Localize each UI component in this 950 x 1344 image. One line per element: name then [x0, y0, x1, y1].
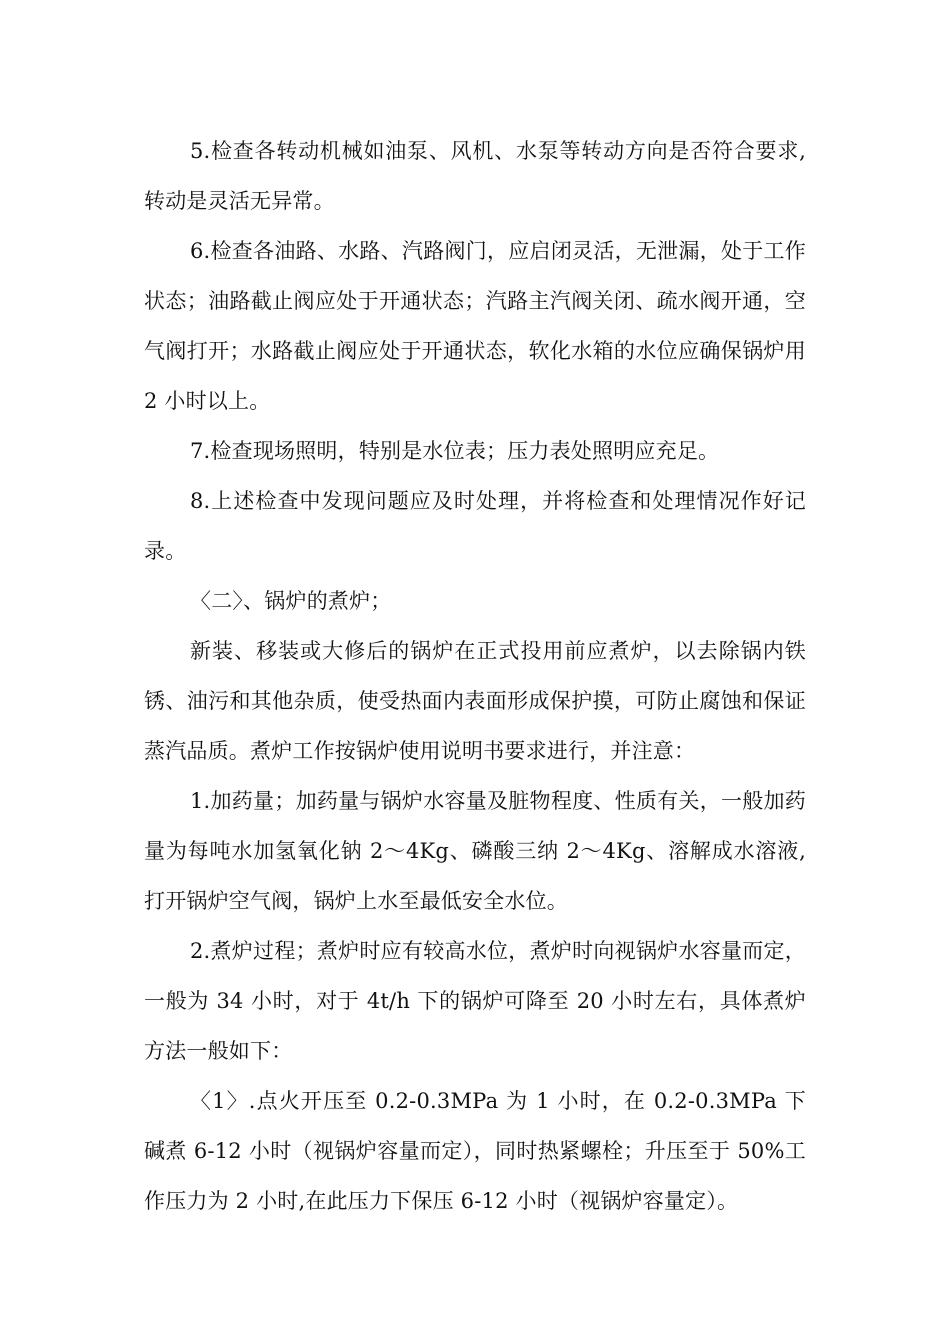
- paragraph-check-valves: 6.检查各油路、水路、汽路阀门，应启闭灵活，无泄漏，处于工作状态；油路截止阀应处于开通状态；汽路主汽阀关闭、疏水阀开通，空气阀打开；水路截止阀应处于开通状态，软化水箱的水位应确保锅炉用 2 小时以上。: [144, 239, 806, 413]
- paragraph-boiling-step-1: 〈1〉.点火开压至 0.2-0.3MPa 为 1 小时，在 0.2-0.3MPa 下碱煮 6-12 小时（视锅炉容量而定），同时热紧螺栓；升压至于 50%工作压力为 2 小时,在此压力下保压 6-12 小时（视锅炉容量定）。: [144, 1089, 806, 1213]
- paragraph-dosing: 1.加药量；加药量与锅炉水容量及脏物程度、性质有关，一般加药量为每吨水加氢氧化钠 2～4Kg、磷酸三纳 2～4Kg、溶解成水溶液,打开锅炉空气阀，锅炉上水至最低安全水位。: [144, 789, 806, 913]
- document-body: [144, 126, 806, 1226]
- paragraph-check-rotating-machinery: 5.检查各转动机械如油泵、风机、水泵等转动方向是否符合要求,转动是灵活无异常。: [144, 139, 806, 213]
- paragraph-boiling-process: 2.煮炉过程；煮炉时应有较高水位，煮炉时向视锅炉水容量而定，一般为 34 小时，对于 4t/h 下的锅炉可降至 20 小时左右，具体煮炉方法一般如下：: [144, 939, 806, 1063]
- paragraph-boiling-intro: 新装、移装或大修后的锅炉在正式投用前应煮炉，以去除锅内铁锈、油污和其他杂质，使受热面内表面形成保护摸，可防止腐蚀和保证蒸汽品质。煮炉工作按锅炉使用说明书要求进行，并注意：: [144, 639, 806, 763]
- paragraph-handle-problems: 8.上述检查中发现问题应及时处理，并将检查和处理情况作好记录。: [144, 489, 806, 563]
- section-heading-boiler-boiling: 〈二〉、锅炉的煮炉；: [190, 589, 392, 613]
- paragraph-check-lighting: 7.检查现场照明，特别是水位表；压力表处照明应充足。: [190, 439, 720, 463]
